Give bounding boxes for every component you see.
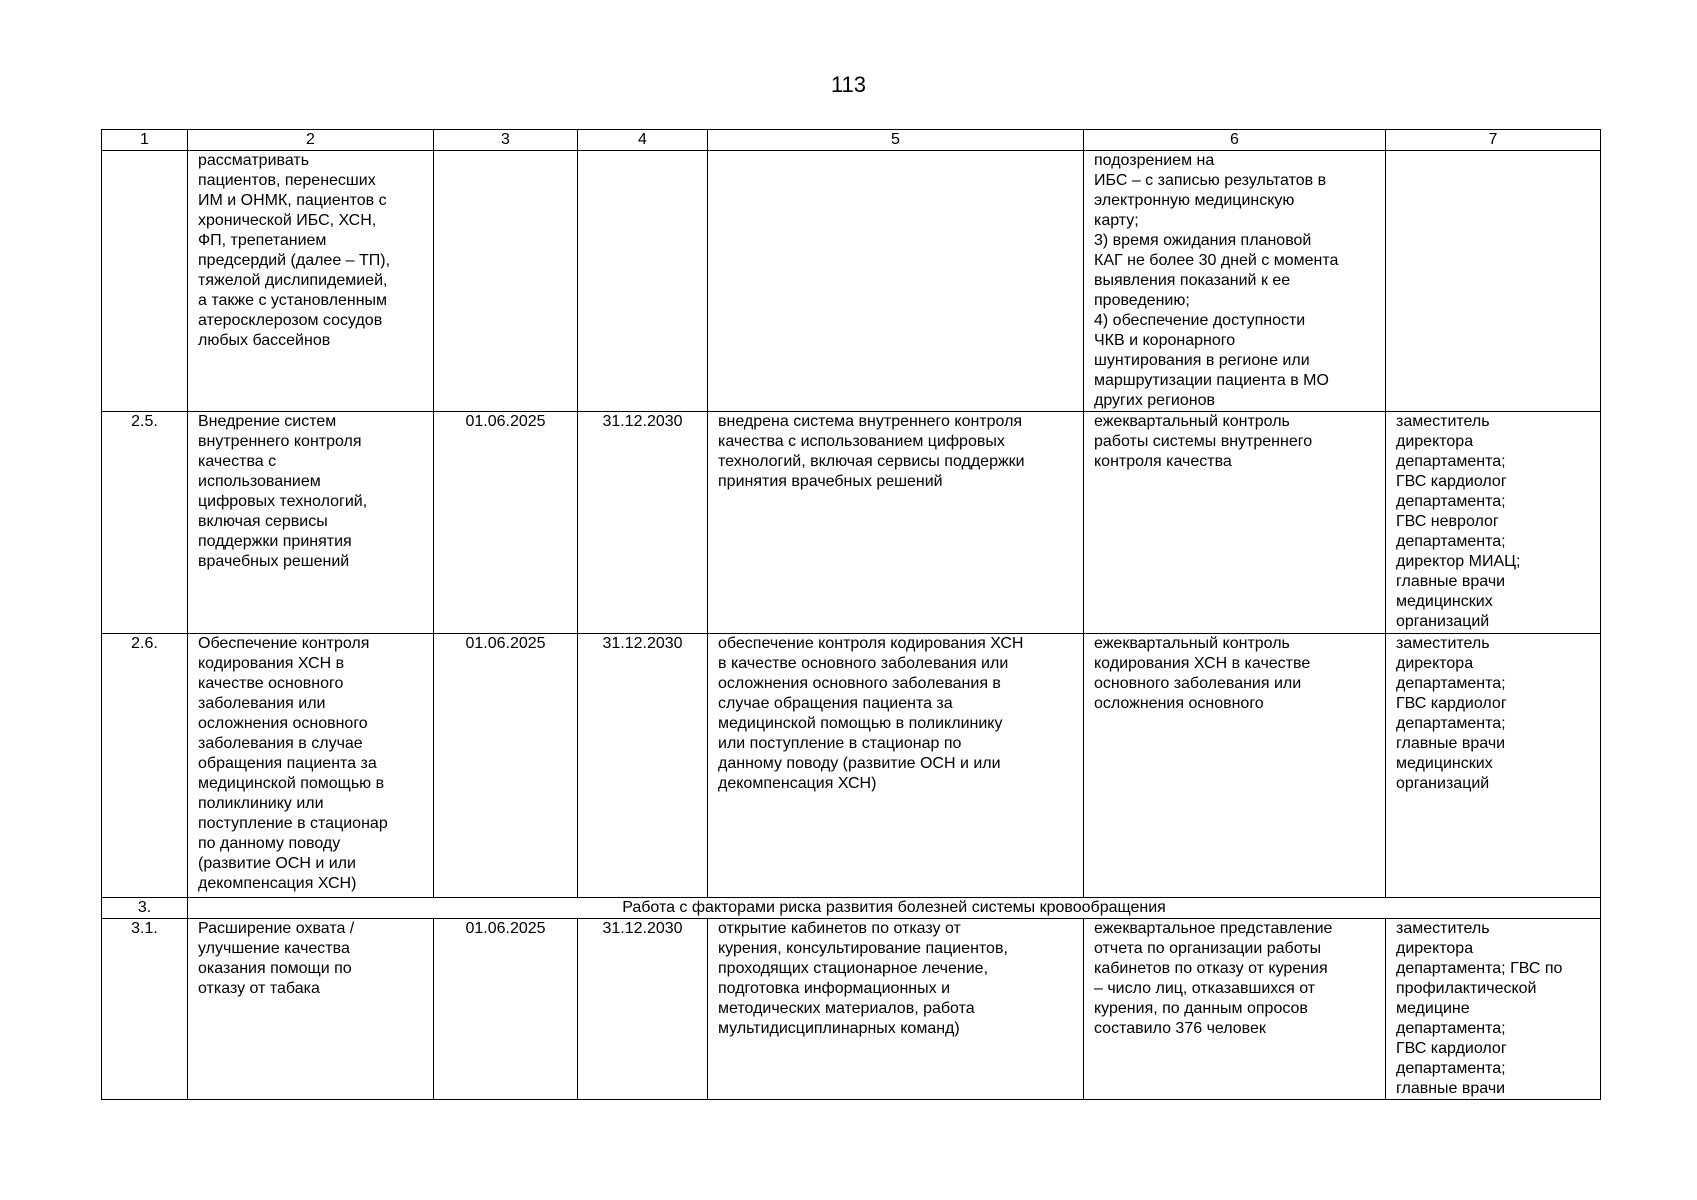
table-row xyxy=(102,634,1601,898)
cell-start-date: 01.06.2025 xyxy=(434,634,578,898)
cell-start-date xyxy=(434,151,578,412)
cell-activity-name: Расширение охвата / улучшение качества оказания помощи по отказу от табака xyxy=(188,919,434,1100)
column-header: 6 xyxy=(1084,130,1386,151)
cell-responsible: заместитель директора департамента; ГВС по профилактической медицине департамента; ГВС кардиолог департамента; главные врачи xyxy=(1386,919,1601,1100)
cell-activity-name: Внедрение систем внутреннего контроля качества с использованием цифровых технологий, включая сервисы поддержки принятия врачебных решений xyxy=(188,412,434,634)
cell-number xyxy=(102,151,188,412)
cell-number: 3.1. xyxy=(102,919,188,1100)
cell-end-date: 31.12.2030 xyxy=(578,919,708,1100)
cell-end-date xyxy=(578,151,708,412)
cell-number: 2.5. xyxy=(102,412,188,634)
table-row xyxy=(102,412,1601,634)
cell-result: обеспечение контроля кодирования ХСН в качестве основного заболевания или осложнения основного заболевания в случае обращения пациента за медицинской помощью в поликлинику или поступление в стационар по данному поводу (развитие ОСН и или декомпенсация ХСН) xyxy=(708,634,1084,898)
cell-activity-name: рассматривать пациентов, перенесших ИМ и ОНМК, пациентов с хронической ИБС, ХСН, ФП, трепетанием предсердий (далее – ТП), тяжелой дислипидемией, а также с установленным атеросклерозом сосудов любых бассейнов xyxy=(188,151,434,412)
cell-start-date: 01.06.2025 xyxy=(434,919,578,1100)
cell-end-date: 31.12.2030 xyxy=(578,634,708,898)
plan-table xyxy=(101,129,1601,1100)
cell-result: открытие кабинетов по отказу от курения, консультирование пациентов, проходящих стационарное лечение, подготовка информационных и методических материалов, работа мультидисциплинарных команд) xyxy=(708,919,1084,1100)
table-row-continuation xyxy=(102,151,1601,412)
cell-result xyxy=(708,151,1084,412)
table-row xyxy=(102,919,1601,1100)
cell-responsible xyxy=(1386,151,1601,412)
column-number-row xyxy=(102,130,1601,151)
cell-number: 2.6. xyxy=(102,634,188,898)
column-header: 4 xyxy=(578,130,708,151)
cell-start-date: 01.06.2025 xyxy=(434,412,578,634)
cell-responsible: заместитель директора департамента; ГВС кардиолог департамента; ГВС невролог департамента; директор МИАЦ; главные врачи медицинских организаций xyxy=(1386,412,1601,634)
section-row xyxy=(102,898,1601,919)
column-header: 3 xyxy=(434,130,578,151)
cell-result: внедрена система внутреннего контроля качества с использованием цифровых технологий, включая сервисы поддержки принятия врачебных решений xyxy=(708,412,1084,634)
cell-control: подозрением на ИБС – с записью результатов в электронную медицинскую карту; 3) время ожидания плановой КАГ не более 30 дней с момента выявления показаний к ее проведению; 4) обеспечение доступности ЧКВ и коронарного шунтирования в регионе или маршрутизации пациента в МО других регионов xyxy=(1084,151,1386,412)
cell-responsible: заместитель директора департамента; ГВС кардиолог департамента; главные врачи медицинских организаций xyxy=(1386,634,1601,898)
column-header: 1 xyxy=(102,130,188,151)
cell-control: ежеквартальное представление отчета по организации работы кабинетов по отказу от курения – число лиц, отказавшихся от курения, по данным опросов составило 376 человек xyxy=(1084,919,1386,1100)
section-title: Работа с факторами риска развития болезней системы кровообращения xyxy=(188,898,1601,919)
page-number: 113 xyxy=(830,72,867,97)
column-header: 2 xyxy=(188,130,434,151)
section-number: 3. xyxy=(102,898,188,919)
column-header: 5 xyxy=(708,130,1084,151)
cell-control: ежеквартальный контроль работы системы внутреннего контроля качества xyxy=(1084,412,1386,634)
cell-end-date: 31.12.2030 xyxy=(578,412,708,634)
cell-activity-name: Обеспечение контроля кодирования ХСН в качестве основного заболевания или осложнения основного заболевания в случае обращения пациента за медицинской помощью в поликлинику или поступление в стационар по данному поводу (развитие ОСН и или декомпенсация ХСН) xyxy=(188,634,434,898)
cell-control: ежеквартальный контроль кодирования ХСН в качестве основного заболевания или осложнения основного xyxy=(1084,634,1386,898)
column-header: 7 xyxy=(1386,130,1601,151)
